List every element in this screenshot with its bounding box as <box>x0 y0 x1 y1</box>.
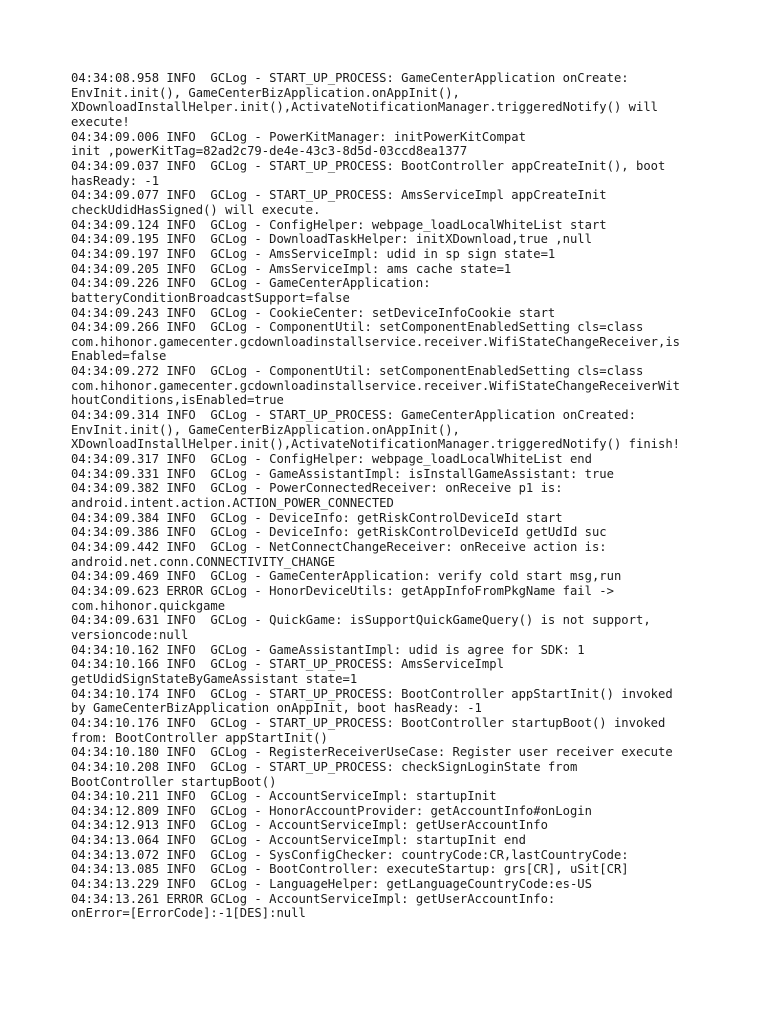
log-line: 04:34:09.384 INFO GCLog - DeviceInfo: getRiskControlDeviceId start <box>71 510 563 525</box>
log-line: BootController startupBoot() <box>71 774 277 789</box>
log-line: 04:34:09.382 INFO GCLog - PowerConnectedReceiver: onReceive p1 is: <box>71 481 563 496</box>
log-line: onError=[ErrorCode]:-1[DES]:null <box>71 906 306 921</box>
log-document <box>71 71 711 921</box>
log-line: 04:34:09.077 INFO GCLog - START_UP_PROCESS: AmsServiceImpl appCreateInit <box>71 188 607 203</box>
log-line: from: BootController appStartInit() <box>71 730 328 745</box>
log-line: 04:34:09.266 INFO GCLog - ComponentUtil: setComponentEnabledSetting cls=class <box>71 320 644 335</box>
log-line: 04:34:12.809 INFO GCLog - HonorAccountProvider: getAccountInfo#onLogin <box>71 803 592 818</box>
log-line: houtConditions,isEnabled=true <box>71 393 284 408</box>
log-line: 04:34:09.243 INFO GCLog - CookieCenter: setDeviceInfoCookie start <box>71 305 556 320</box>
log-line: com.hihonor.quickgame <box>71 598 226 613</box>
log-line: 04:34:13.085 INFO GCLog - BootController: executeStartup: grs[CR], uSit[CR] <box>71 862 629 877</box>
log-line: 04:34:09.197 INFO GCLog - AmsServiceImpl: udid in sp sign state=1 <box>71 246 556 261</box>
log-line: 04:34:09.205 INFO GCLog - AmsServiceImpl: ams cache state=1 <box>71 261 512 276</box>
log-line: 04:34:10.166 INFO GCLog - START_UP_PROCESS: AmsServiceImpl <box>71 657 504 672</box>
log-line: 04:34:13.064 INFO GCLog - AccountServiceImpl: startupInit end <box>71 833 526 848</box>
log-line: 04:34:10.174 INFO GCLog - START_UP_PROCESS: BootController appStartInit() invoked <box>71 686 673 701</box>
log-line: 04:34:13.261 ERROR GCLog - AccountServiceImpl: getUserAccountInfo: <box>71 891 556 906</box>
log-line: com.hihonor.gamecenter.gcdownloadinstallservice.receiver.WifiStateChangeReceiverWit <box>71 378 681 393</box>
log-line: 04:34:10.208 INFO GCLog - START_UP_PROCESS: checkSignLoginState from <box>71 759 578 774</box>
log-line: 04:34:09.006 INFO GCLog - PowerKitManager: initPowerKitCompat <box>71 129 526 144</box>
log-line: 04:34:10.211 INFO GCLog - AccountServiceImpl: startupInit <box>71 789 497 804</box>
log-line: XDownloadInstallHelper.init(),ActivateNotificationManager.triggeredNotify() will <box>71 100 658 115</box>
log-line: 04:34:13.229 INFO GCLog - LanguageHelper: getLanguageCountryCode:es-US <box>71 877 592 892</box>
log-line: EnvInit.init(), GameCenterBizApplication.onAppInit(), <box>71 85 460 100</box>
log-line: 04:34:10.162 INFO GCLog - GameAssistantImpl: udid is agree for SDK: 1 <box>71 642 585 657</box>
log-line: 04:34:09.226 INFO GCLog - GameCenterApplication: <box>71 276 431 291</box>
log-line: 04:34:08.958 INFO GCLog - START_UP_PROCESS: GameCenterApplication onCreate: <box>71 71 629 85</box>
log-line: 04:34:09.331 INFO GCLog - GameAssistantImpl: isInstallGameAssistant: true <box>71 466 614 481</box>
log-line: by GameCenterBizApplication onAppInit, boot hasReady: -1 <box>71 701 482 716</box>
log-line: getUdidSignStateByGameAssistant state=1 <box>71 671 358 686</box>
log-line: 04:34:09.314 INFO GCLog - START_UP_PROCESS: GameCenterApplication onCreated: <box>71 408 636 423</box>
log-line: 04:34:09.442 INFO GCLog - NetConnectChangeReceiver: onReceive action is: <box>71 540 607 554</box>
log-line: 04:34:09.469 INFO GCLog - GameCenterApplication: verify cold start msg,run <box>71 569 622 584</box>
log-line: 04:34:10.180 INFO GCLog - RegisterReceiverUseCase: Register user receiver execute <box>71 745 673 760</box>
log-line: Enabled=false <box>71 349 167 364</box>
log-line: 04:34:09.124 INFO GCLog - ConfigHelper: webpage_loadLocalWhiteList start <box>71 217 607 232</box>
log-line: 04:34:09.272 INFO GCLog - ComponentUtil: setComponentEnabledSetting cls=class <box>71 364 644 379</box>
log-line: 04:34:09.317 INFO GCLog - ConfigHelper: webpage_loadLocalWhiteList end <box>71 452 592 467</box>
log-line: 04:34:09.037 INFO GCLog - START_UP_PROCESS: BootController appCreateInit(), boot <box>71 158 666 173</box>
log-line: 04:34:10.176 INFO GCLog - START_UP_PROCESS: BootController startupBoot() invoked <box>71 715 666 730</box>
log-line: 04:34:09.386 INFO GCLog - DeviceInfo: getRiskControlDeviceId getUdId suc <box>71 525 607 540</box>
log-line: 04:34:13.072 INFO GCLog - SysConfigChecker: countryCode:CR,lastCountryCode: <box>71 847 629 862</box>
log-line: 04:34:09.195 INFO GCLog - DownloadTaskHelper: initXDownload,true ,null <box>71 232 592 247</box>
log-line: 04:34:12.913 INFO GCLog - AccountServiceImpl: getUserAccountInfo <box>71 818 548 833</box>
log-line: checkUdidHasSigned() will execute. <box>71 202 321 217</box>
log-line: 04:34:09.623 ERROR GCLog - HonorDeviceUtils: getAppInfoFromPkgName fail -> <box>71 583 614 598</box>
log-line: EnvInit.init(), GameCenterBizApplication.onAppInit(), <box>71 422 460 437</box>
log-line: android.net.conn.CONNECTIVITY_CHANGE <box>71 554 336 569</box>
log-line: 04:34:09.631 INFO GCLog - QuickGame: isSupportQuickGameQuery() is not support, <box>71 613 651 628</box>
log-line: XDownloadInstallHelper.init(),ActivateNotificationManager.triggeredNotify() finish! <box>71 437 681 452</box>
log-line: init ,powerKitTag=82ad2c79-de4e-43c3-8d5d-03ccd8ea1377 <box>71 144 468 159</box>
log-line: com.hihonor.gamecenter.gcdownloadinstallservice.receiver.WifiStateChangeReceiver,is <box>71 334 681 349</box>
log-line: versioncode:null <box>71 627 189 642</box>
log-line: android.intent.action.ACTION_POWER_CONNECTED <box>71 496 394 511</box>
log-line: batteryConditionBroadcastSupport=false <box>71 290 350 305</box>
log-line: hasReady: -1 <box>71 173 160 188</box>
log-line: execute! <box>71 114 130 129</box>
